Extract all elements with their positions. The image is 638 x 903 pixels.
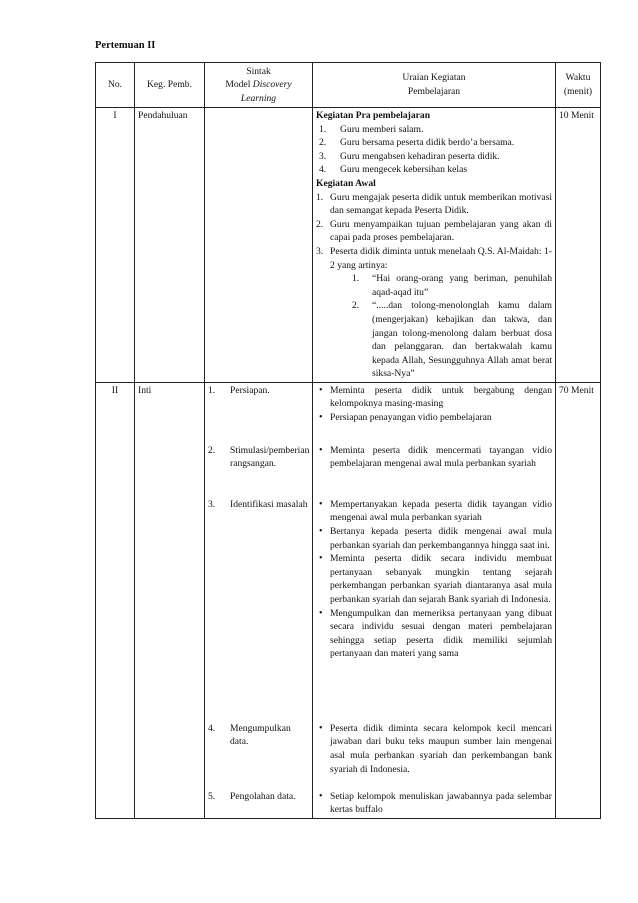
row-uraian [313,382,556,818]
ayat-list [330,272,552,381]
header-uraian-line1: Uraian Kegiatan [402,72,466,84]
header-uraian-line2: Pembelajaran [407,86,461,97]
table-row [96,108,601,383]
step-label: 3. Identifikasi masalah [208,498,308,510]
table-header-row [96,63,601,108]
row-number: I [96,108,135,383]
step-activities [316,790,552,817]
step-activities [316,722,552,790]
list-item: • Meminta peserta didik untuk bergabung dengan kelompoknya masing-masing [316,384,552,411]
row-sintak-empty [205,108,313,383]
list-item: • Setiap kelompok menuliskan jawabannya pada selembar kertas buffalo [316,790,552,817]
header-sintak-line2 [207,78,310,92]
list-item: • Meminta peserta didik secara individu membuat pertanyaan sebanyak mungkin tentang sejarah perkembangan perbankan syariah diantaranya asal mula perbankan syariah dan sejarah Bank syariah di Indonesia. [316,552,552,606]
header-sintak-discovery: Discovery [252,79,292,91]
list-item: • Persiapan penayangan vidio pembelajaran [316,411,552,425]
header-waktu-line2: (menit) [563,86,593,97]
list-item: • Bertanya kepada peserta didik mengenai awal mula perbankan syariah dan perkembangannya hingga saat ini. [316,525,552,552]
row-keg: Inti [135,382,205,818]
list-item: • Mempertanyakan kepada peserta didik tayangan vidio mengenai awal mula perbankan syariah [316,498,552,525]
page-title: Pertemuan II [95,40,156,51]
list-item: 4. Guru mengecek kebersihan kelas [319,164,468,176]
table-row [96,382,601,818]
header-sintak-line1: Sintak [246,65,271,77]
step-activities [316,498,552,722]
step-label: 2. Stimulasi/pemberian rangsangan. [208,444,310,470]
list-item: • Peserta didik diminta secara kelompok kecil mencari jawaban dari buku teks maupun sumber lain mengenai asal mula perbankan syariah dan perkembangan bank syariah di Indonesia. [316,722,552,776]
list-item: 1. Guru memberi salam. [319,123,424,135]
kegiatan-awal-heading: Kegiatan Awal [316,177,376,189]
list-item: 1. Guru mengajak peserta didik untuk memberikan motivasi dan semangat kepada Peserta Didik. [316,191,552,217]
row-uraian [313,108,556,383]
step-activities [316,444,552,498]
list-item: • Meminta peserta didik mencermati tayangan vidio pembelajaran mengenai awal mula perbankan syariah [316,444,552,471]
step-label: 4. Mengumpulkan data. [208,722,291,748]
header-sintak [205,63,313,108]
list-item: 3. Peserta didik diminta untuk menelaah Q.S. Al-Maidah: 1-2 yang artinya: 1. “Hai orang-orang yang beriman, penuhilah aqad-aqad itu” 2. “.....dan tolong-menolonglah kamu dalam (mengerjakan) kebajikan dan takwa, dan jangan tolong-menolong dalam berbuat dosa dan pelanggaran. dan bertakwalah kamu kepada Allah, Sesungguhnya Allah amat berat siksa-Nya” [316,245,552,380]
list-item: • Mengumpulkan dan memeriksa pertanyaan yang dibuat secara individu sesuai dengan materi pembelajaran sehingga setiap peserta didik memiliki sejumlah pertanyaan dan materi yang sama [316,607,552,661]
row-waktu: 70 Menit [556,382,601,818]
step-label: 5. Pengolahan data. [208,790,296,802]
header-waktu-line1: Waktu [565,72,591,84]
kegiatan-awal-list [316,191,552,381]
header-waktu [556,63,601,108]
header-sintak-model: Model [225,79,251,91]
row-waktu: 10 Menit [556,108,601,383]
list-item: 2. Guru menyampaikan tujuan pembelajaran yang akan di capai pada proses pembelajaran. [316,218,552,244]
row-keg: Pendahuluan [135,108,205,383]
pra-pembelajaran-heading: Kegiatan Pra pembelajaran [316,110,431,121]
header-no: No. [96,63,135,108]
pra-pembelajaran-list [316,123,552,177]
step-label: 1. Persiapan. [208,384,270,396]
ayat-item: 2. “.....dan tolong-menolonglah kamu dalam (mengerjakan) kebajikan dan takwa, dan jangan tolong-menolong dalam berbuat dosa dan pelanggaran. dan bertakwalah kamu kepada Allah, Sesungguhnya Allah amat berat siksa-Nya” [352,300,552,380]
ayat-item: 1. “Hai orang-orang yang beriman, penuhilah aqad-aqad itu” [352,273,552,298]
row-sintak [205,382,313,818]
list-item: 3. Guru mengabsen kehadiran peserta didik. [319,150,500,162]
step-activities [316,384,552,444]
header-keg: Keg. Pemb. [135,63,205,108]
list-item: 2. Guru bersama peserta didik berdo’a bersama. [319,137,515,149]
header-uraian [313,63,556,108]
header-sintak-line3: Learning [240,92,277,104]
lesson-plan-table [95,62,601,819]
row-number: II [96,382,135,818]
